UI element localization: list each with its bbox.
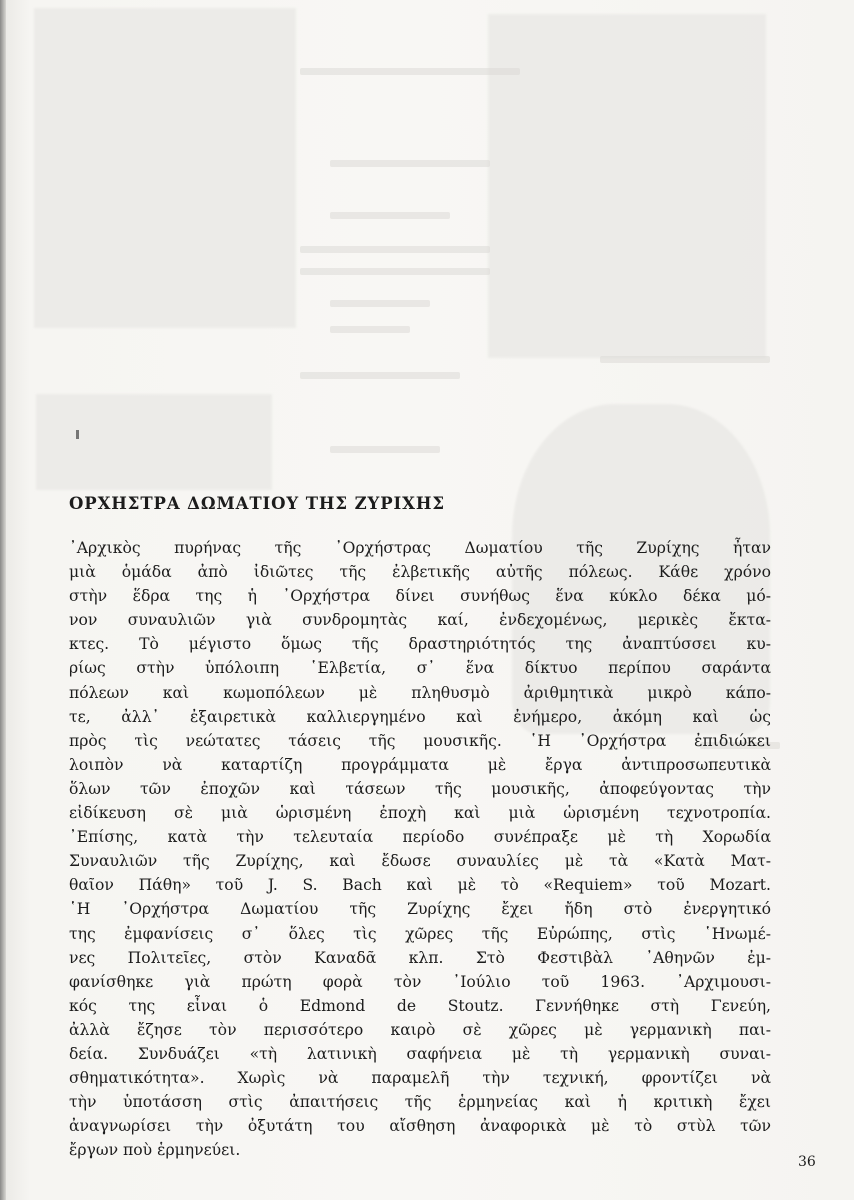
text-line: κτες. Τὸ μέγιστο ὅμως τῆς δραστηριότητός της ἀναπτύσσει κυ- [69,635,771,654]
text-line: στὴν ἕδρα της ἡ ᾿Ορχήστρα δίνει συνήθως ἕνα κύκλο δέκα μό- [69,587,771,606]
show-through-text [600,356,770,363]
text-line: κός της εἶναι ὁ Edmond de Stoutz. Γεννήθηκε στὴ Γενεύη, [69,996,771,1015]
page-number: 36 [798,1154,816,1170]
text-line: τὴν ὑποτάσση στὶς ἀπαιτήσεις τῆς ἑρμηνείας καὶ ἡ κριτικὴ ἔχει [69,1093,771,1112]
show-through-text [330,212,450,219]
text-line: σθηματικότητα». Χωρὶς νὰ παραμελῆ τὴν τεχνική, φροντίζει νὰ [69,1069,771,1088]
text-line: ἀναγνωρίσει τὴν ὀξυτάτη του αἴσθηση ἀναφορικὰ μὲ τὸ στὺλ τῶν [69,1117,771,1136]
show-through-text [300,246,490,253]
text-line: Συναυλιῶν τῆς Ζυρίχης, καὶ ἔδωσε συναυλίες μὲ τὰ «Κατὰ Ματ- [69,852,771,871]
text-line: δεία. Συνδυάζει «τὴ λατινικὴ σαφήνεια μὲ τὴ γερμανικὴ συναι- [69,1044,771,1063]
text-line: πρὸς τὶς νεώτατες τάσεις τῆς μουσικῆς. ῾Η ᾿Ορχήστρα ἐπιδιώκει [69,731,771,750]
text-line: ᾿Αρχικὸς πυρήνας τῆς ᾿Ορχήστρας Δωματίου τῆς Ζυρίχης ἦταν [69,539,771,557]
section-heading: ΟΡΧΗΣΤΡΑ ΔΩΜΑΤΙΟΥ ΤΗΣ ΖΥΡΙΧΗΣ [69,494,445,513]
text-line: ὅλων τῶν ἐποχῶν καὶ τάσεων τῆς μουσικῆς, ἀποφεύγοντας τὴν [69,779,771,798]
show-through-text [330,160,490,167]
text-line: μιὰ ὁμάδα ἀπὸ ἰδιῶτες τῆς ἐλβετικῆς αὐτῆς πόλεως. Κάθε χρόνο [69,563,771,582]
text-line: ρίως στὴν ὑπόλοιπη ῾Ελβετία, σ᾿ ἕνα δίκτυο περίπου σαράντα [69,659,771,678]
text-line: πόλεων καὶ κωμοπόλεων μὲ πληθυσμὸ ἀριθμητικὰ μικρὸ κάπο- [69,683,771,702]
text-line: θαῖον Πάθη» τοῦ J. S. Bach καὶ μὲ τὸ «Requiem» τοῦ Mozart. [69,876,771,895]
text-line: ἀλλὰ ἔζησε τὸν περισσότερο καιρὸ σὲ χῶρες μὲ γερμανικὴ παι- [69,1020,771,1039]
text-line: τε, ἀλλ᾿ ἐξαιρετικὰ καλλιεργημένο καὶ ἐνήμερο, ἀκόμη καὶ ὡς [69,707,771,726]
text-line: ᾿Επίσης, κατὰ τὴν τελευταία περίοδο συνέπραξε μὲ τὴ Χορωδία [69,828,771,847]
show-through-text [300,268,490,275]
text-line: λοιπὸν νὰ καταρτίζη προγράμματα μὲ ἔργα ἀντιπροσωπευτικὰ [69,755,771,774]
text-line: εἰδίκευση σὲ μιὰ ὡρισμένη ἐποχὴ καὶ μιὰ ὡρισμένη τεχνοτροπία. [69,804,771,823]
text-line: νον συναυλιῶν γιὰ συνδρομητὰς καί, ἐνδεχομένως, μερικὲς ἔκτα- [69,611,771,630]
text-line: της ἐμφανίσεις σ᾿ ὅλες τὶς χῶρες τῆς Εὐρώπης, στὶς ῾Ηνωμέ- [69,924,771,943]
show-through-text [300,372,460,379]
text-line: νες Πολιτεῖες, στὸν Καναδᾶ κλπ. Στὸ Φεστιβὰλ ᾿Αθηνῶν ἐμ- [69,948,771,967]
show-through-photo [36,394,272,490]
body-paragraph [69,536,771,1162]
show-through-photo [34,8,296,328]
show-through-text [330,446,440,453]
print-speck [76,430,79,439]
text-line: ἔργων ποὺ ἑρμηνεύει. [69,1141,241,1160]
page-binding-edge [0,0,6,1200]
show-through-text [330,326,410,333]
text-line: ῾Η ᾿Ορχήστρα Δωματίου τῆς Ζυρίχης ἔχει ἤδη στὸ ἐνεργητικό [69,900,771,919]
show-through-photo [488,14,766,358]
text-line: φανίσθηκε γιὰ πρώτη φορὰ τὸν ᾿Ιούλιο τοῦ 1963. ᾿Αρχιμουσι- [69,972,771,991]
show-through-text [330,300,430,307]
show-through-text [300,68,520,75]
